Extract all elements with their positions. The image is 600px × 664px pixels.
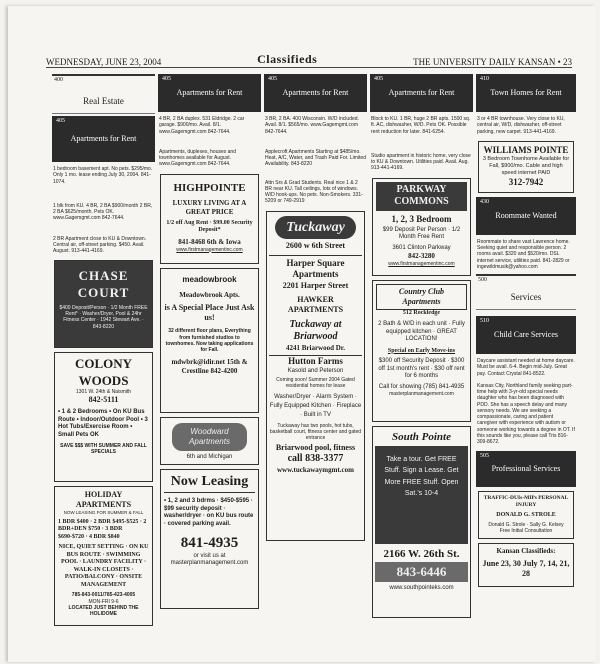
meadowbrook-ad: meadowbrook Meadowbrook Apts. is A Special Place Just Ask us! 32 different floor plans, Everything from furnished studios to townhomes. Now taking applications for Fall. mdwbrk@idir.net 15th & Crestline 842-4200 <box>160 268 259 413</box>
column-4 <box>370 74 473 650</box>
parkway-commons-ad: PARKWAY COMMONS 1, 2, 3 Bedroom $99 Deposit Per Person · 1/2 Month Free Rent 3601 Clinton Parkway 842-3280 www.firstmanagementinc.com <box>372 178 471 276</box>
column-2 <box>158 74 261 650</box>
section-services: 500 Services <box>476 274 576 310</box>
column-5 <box>476 74 576 650</box>
section-apartments-c1: 405 Apartments for Rent <box>52 116 155 162</box>
traffic-lawyer-ad: TRAFFIC-DUIs-MIPs PERSONAL INJURY DONALD G. STROLE Donald G. Strole · Sally G. Kelsey Free Initial Consultation <box>478 491 574 539</box>
listing: Kansas City, Northland family seeking part-time help with 3-yr-old special needs daughter who has been diagnosed with PDD. She has a speech delay and many sensory needs. We are seeking a compassionate, caring and patient caregiver with experience with autism or someone working towards a degree in OT. If this sounds like you, please call Tris 816-309-8672. <box>477 382 575 445</box>
listing: 1 blk from KU. 4 BR, 2 BA $900/month 2 BR, 2 BA $625/month. Pets OK. www.Gagemgmt.com 842-7644. <box>53 202 153 222</box>
listing: 2 BR Apartment close to KU & Downtown. Central air, off-street parking. $450. Avail. August. 913-441-4169. <box>53 235 147 254</box>
listing: 3 or 4 BR townhouse. Very close to KU, central air, W/D, dishwasher, off-street parking, new carpet. 913-441-4169. <box>477 116 565 135</box>
highpointe-ad: HIGHPOINTE LUXURY LIVING AT A GREAT PRICE 1/2 off Aug Rent · $99.00 Security Deposit* 841-8468 6th & Iowa www.firstmanagementinc.com <box>160 174 259 264</box>
chase-court-ad: CHASE COURT $400 Deposit/Person · 1/2 Month FREE Rent* · Washer/Dryer, Pool & 24hr Fitness Center · 1942 Stewart Ave. · 843-8220 <box>54 260 153 348</box>
header-section: Classifieds <box>257 52 318 66</box>
header-date: WEDNESDAY, JUNE 23, 2004 <box>46 57 162 67</box>
listing: 1 bedroom basement apt. No pets. $295/mo. Only 1 mo. lease ending July 30, 2004. 841-1074. <box>53 166 153 185</box>
section-real-estate: 400 Real Estate <box>52 74 155 114</box>
williams-pointe-ad: WILLIAMS POINTE 3 Bedroom Townhome Available for Fall, $900/mo. Cable and high speed internet PAID 312-7942 <box>478 141 574 193</box>
section-apartments-c2: 405 Apartments for Rent <box>158 74 261 112</box>
column-3 <box>264 74 367 650</box>
listing: Roommate to share vast Lawrence home. Seeking quiet and responsible person. 2 rooms avail. $320 and $520/mo. DSL internet service, utilities paid. 841-2829 or ingewildmusik@yahoo.com <box>477 238 570 270</box>
kansan-classifieds-ad: Kansan Classifieds: June 23, 30 July 7, 14, 21, 28 <box>478 543 574 587</box>
woodward-ad: Woodward Apartments 6th and Michigan <box>160 417 259 465</box>
listing: Apartments, duplexes, houses and townhomes available for August. www.Gagemgmt.com 842-7644. <box>159 148 236 168</box>
listing: 3 BR, 2 BA. 400 Wisconsin. W/D included. Avail. 8/1. $565/mo. www.Gagemgmt.com 842-7644. <box>265 116 359 135</box>
colony-woods-ad: COLONY WOODS 1301 W. 24th & Naismith 842-5111 • 1 & 2 Bedrooms • On KU Bus Route • Indoor/Outdoor Pool • 3 Hot Tubs/Exercise Room • Small Pets OK SAVE $$$ WITH SUMMER AND FALL SPECIALS <box>54 352 153 482</box>
country-club-ad: Country Club Apartments 512 Rockledge 2 Bath & W/D in each unit · Fully equipped kitchen · GREAT LOCATION! Special on Early Move-ins $300 off Security Deposit · $300 off 1st month's rent · $30 off rent for 6 months Call for showing (785) 841-4935 masterplanmanagement.com <box>372 280 471 422</box>
section-apartments-c4: 405 Apartments for Rent <box>370 74 473 112</box>
listing: Applecroft Apartments Starting at $485/mo. Heat, A/C, Water, and Trash Paid For. Limited Availability. 843-8220 <box>265 148 366 168</box>
listing: 4 BR, 2 BA duplex. 531 Eldridge. 2 car garage. $900/mo. Avail. 8/1. www.Gagemgmt.com 842-7644. <box>159 116 245 135</box>
page-header <box>46 54 572 68</box>
listing: Daycare assistant needed at home daycare. Must be avail. 6-4. Begin mid-July. Great pay. Contact Crystal 841-8522. <box>477 358 575 377</box>
holiday-apartments-ad: HOLIDAY APARTMENTS NOW LEASING FOR SUMMER & FALL 1 BDR $400 · 2 BDR $495-$525 · 2 BDR+DEN $750 · 3 BDR $690-$720 · 4 BDR $840 NICE, QUIET SETTING · ON KU BUS ROUTE · SWIMMING POOL · LAUNDRY FACILITY · WALK-IN CLOSETS · PATIO/BALCONY · ONSITE MANAGEMENT 785-843-0011/785-423-4005 MON-FRI 9-6 LOCATED JUST BEHIND THE HOLIDOME <box>54 486 153 626</box>
south-pointe-ad: South Pointe Take a tour. Get FREE Stuff. Sign a Lease. Get More FREE Stuff. Open Sat.'s 10-4 2166 W. 26th St. 843-6446 www.southpointeks.com <box>372 426 471 618</box>
section-roommate: 430 Roommate Wanted <box>476 197 576 235</box>
section-townhomes: 410 Town Homes for Rent <box>476 74 576 112</box>
tuckaway-ad: Tuckaway 2600 w 6th Street Harper Square Apartments 2201 Harper Street HAWKER APARTMENTS Tuckaway at Briarwood 4241 Briarwood Dr. Hutton Farms Kasold and Peterson Coming soon! Summer 2004 Gated residential homes for lease Washer/Dryer · Alarm System · Fully Equipped Kitchen · Fireplace · Built in TV Tuckaway has two pools, hot tubs, basketball court, fitness center and gated entrance Briarwood pool, fitness call 838-3377 www.tuckawaymgmt.com <box>266 211 365 541</box>
newspaper-page <box>8 6 596 662</box>
header-paper: THE UNIVERSITY DAILY KANSAN • 23 <box>413 57 572 67</box>
listing: Studio apartment in historic home, very close to KU & Downtown. Utilities paid. Avail. Aug. 913-441-4169. <box>371 152 471 172</box>
listing: Block to KU. 1 BR, huge 2 BR apts. 1500 sq. ft. AC, dishwasher, W/D. Pets OK. Possible rent reduction for later. 841-6254. <box>371 116 471 135</box>
now-leasing-ad: Now Leasing • 1, 2 and 3 bdrms · $450-$595 · $99 security deposit · washer/dryer · on KU bus route · covered parking avail. 841-4935 or visit us at masterplanmanagement.com <box>160 469 259 609</box>
column-1 <box>52 74 155 650</box>
listing: Attn Srs & Grad Students. Real nice 1 & 2 BR near KU. Tall ceilings, lots of windows. W/D hook-ups. No pets. Non-Smokers. 331-5209 or 749-2919 <box>265 179 363 205</box>
section-child-care: 510 Child Care Services <box>476 316 576 354</box>
section-professional: 505 Professional Services <box>476 451 576 487</box>
section-apartments-c3: 405 Apartments for Rent <box>264 74 367 112</box>
